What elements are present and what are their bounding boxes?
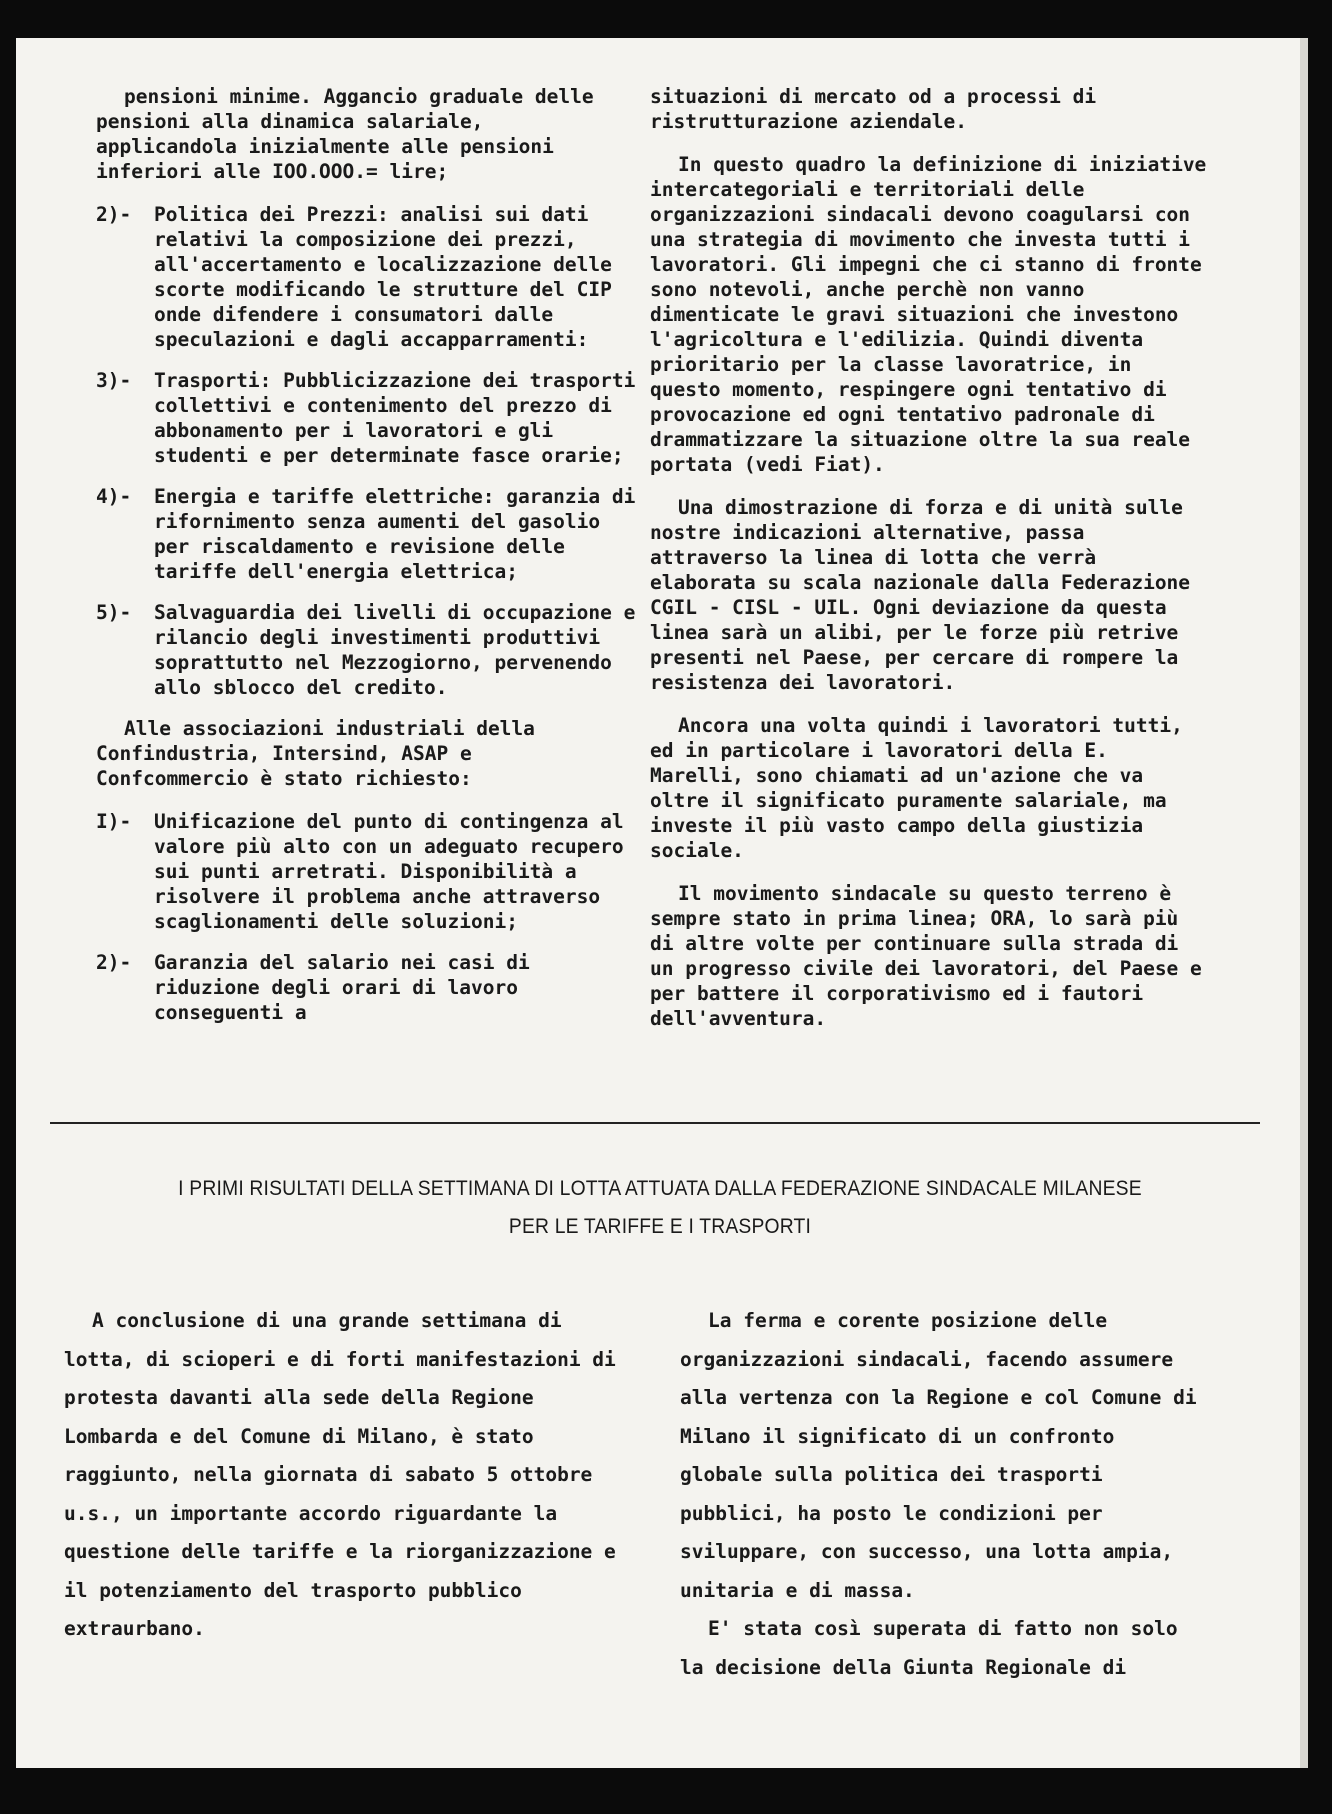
- section-divider: [50, 1122, 1260, 1124]
- paragraph-ferma: La ferma e corente posizione delle organizzazioni sindacali, facendo assumere alla vertenza con la Regione e col Comune di Milano il significato di un confronto globale sulla politica dei trasporti pubblici, ha posto le condizioni per sviluppare, con successo, una lotta ampia, unitaria e di massa.: [680, 1309, 1197, 1602]
- paragraph: Il movimento sindacale su questo terreno è sempre stato in prima linea; ORA, lo sarà più di altre volte per continuare sulla strada di un progresso civile dei lavoratori, del Paese e per battere il corporativismo ed i fautori dell'avventura.: [650, 882, 1202, 1030]
- column-right-top: [650, 84, 1210, 1049]
- list-item: [96, 950, 636, 1025]
- paragraph-associazioni: Alle associazioni industriali della Confindustria, Intersind, ASAP e Confcommercio è stato richiesto:: [96, 717, 535, 790]
- item-number: 4)-: [96, 485, 132, 508]
- list-item: [96, 484, 636, 584]
- column-right-bottom: [680, 1302, 1200, 1687]
- paragraph: In questo quadro la definizione di iniziative intercategoriali e territoriali delle organizzazioni sindacali devono coagularsi con una strategia di movimento che investa tutti i lavoratori. Gli impegni che ci stanno di fronte sono notevoli, anche perchè non vanno dimenticate le gravi situazioni che investono l'agricoltura e l'edilizia. Quindi diventa prioritario per la classe lavoratrice, in questo momento, respingere ogni tentativo di provocazione ed ogni tentativo padronale di drammatizzare la situazione oltre la sua reale portata (vedi Fiat).: [650, 153, 1207, 476]
- list-item: [96, 600, 636, 700]
- item-number: 2)-: [96, 951, 132, 974]
- item-text: Salvaguardia dei livelli di occupazione e rilancio degli investimenti produttivi soprattutto nel Mezzogiorno, pervenendo allo sblocco del credito.: [154, 601, 636, 699]
- list-item: [96, 809, 636, 934]
- headline-line-2: PER LE TARIFFE E I TRASPORTI: [508, 1215, 812, 1238]
- item-number: 5)-: [96, 601, 132, 624]
- column-left-top: [96, 84, 636, 1041]
- paragraph: situazioni di mercato od a processi di ristrutturazione aziendale.: [650, 85, 1097, 133]
- page-edge: [1300, 38, 1308, 1768]
- paragraph-pensioni: pensioni minime. Aggancio graduale delle pensioni alla dinamica salariale, applicandola inizialmente alle pensioni inferiori alle IOO.OOO.= lire;: [96, 85, 594, 183]
- item-text: Unificazione del punto di contingenza al valore più alto con un adeguato recupero sui punti arretrati. Disponibilità a risolvere il problema anche attraverso scaglionamenti delle soluzioni;: [154, 810, 624, 933]
- item-text: Energia e tariffe elettriche: garanzia di rifornimento senza aumenti del gasolio per riscaldamento e revisione delle tariffe dell'energia elettrica;: [154, 485, 636, 583]
- list-item: [96, 202, 636, 352]
- item-number: I)-: [96, 810, 132, 833]
- paragraph-superata: E' stata così superata di fatto non solo la decisione della Giunta Regionale di: [680, 1617, 1178, 1679]
- paragraph-conclusione: A conclusione di una grande settimana di lotta, di scioperi e di forti manifestazioni di protesta davanti alla sede della Regione Lombarda e del Comune di Milano, è stato raggiunto, nella giornata di sabato 5 ottobre u.s., un importante accordo riguardante la questione delle tariffe e la riorganizzazione e il potenziamento del trasporto pubblico extraurbano.: [64, 1309, 616, 1640]
- list-item: [96, 368, 636, 468]
- article-headline: [90, 1170, 1231, 1246]
- item-text: Garanzia del salario nei casi di riduzione degli orari di lavoro conseguenti a: [154, 951, 530, 1024]
- item-number: 2)-: [96, 203, 132, 226]
- paragraph: Una dimostrazione di forza e di unità sulle nostre indicazioni alternative, passa attraverso la linea di lotta che verrà elaborata su scala nazionale dalla Federazione CGIL - CISL - UIL. Ogni deviazione da questa linea sarà un alibi, per le forze più retrive presenti nel Paese, per cercare di rompere la resistenza dei lavoratori.: [650, 496, 1191, 694]
- column-left-bottom: [64, 1302, 624, 1649]
- item-text: Politica dei Prezzi: analisi sui dati relativi la composizione dei prezzi, all'accertamento e localizzazione delle scorte modificando le strutture del CIP onde difendere i consumatori dalle speculazioni e dagli accapparramenti:: [154, 203, 612, 351]
- paragraph: Ancora una volta quindi i lavoratori tutti, ed in particolare i lavoratori della E. Marelli, sono chiamati ad un'azione che va oltre il significato puramente salariale, ma investe il più vasto campo della giustizia sociale.: [650, 714, 1183, 862]
- item-number: 3)-: [96, 369, 132, 392]
- item-text: Trasporti: Pubblicizzazione dei trasporti collettivi e contenimento del prezzo di abbonamento per i lavoratori e gli studenti e per determinate fasce orarie;: [154, 369, 636, 467]
- headline-line-1: I PRIMI RISULTATI DELLA SETTIMANA DI LOTTA ATTUATA DALLA FEDERAZIONE SINDACALE MILANESE: [178, 1177, 1142, 1200]
